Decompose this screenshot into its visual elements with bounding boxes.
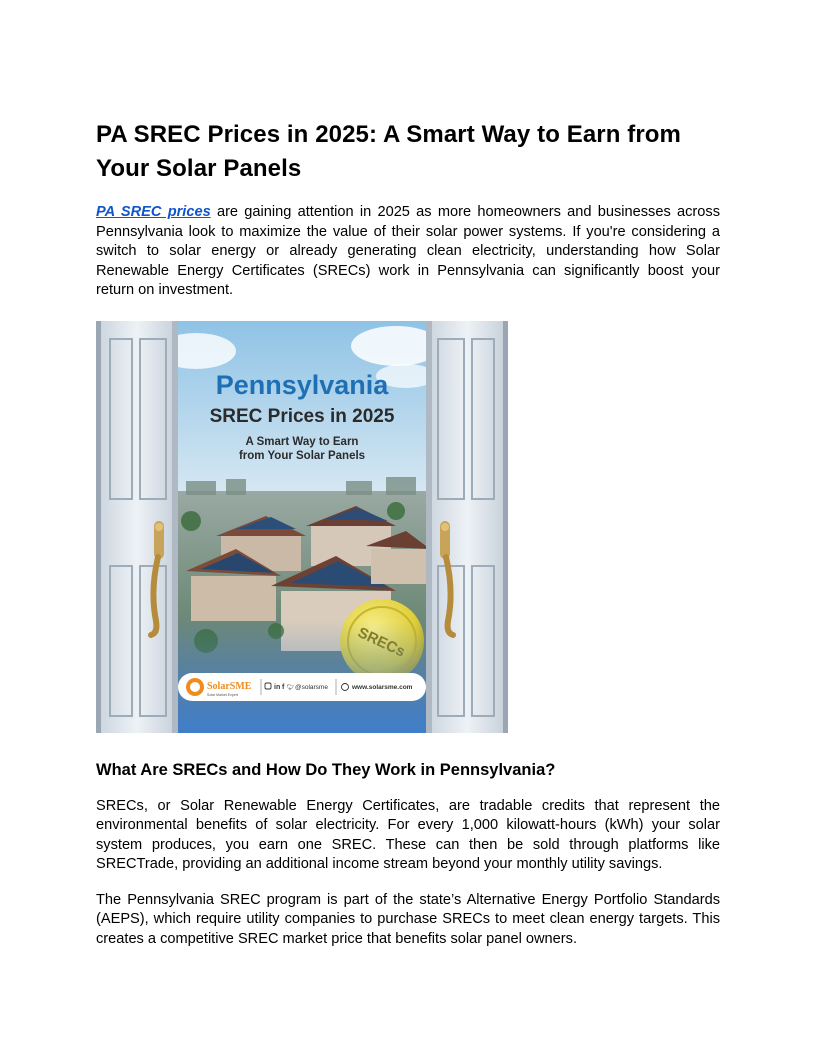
brand-bar — [178, 673, 426, 701]
document-page — [96, 118, 720, 949]
paragraph-pa-program: The Pennsylvania SREC program is part of the state’s Alternative Energy Portfolio Standards (AEPS), which require utility companies to purchase SRECs to meet clean energy targets. This creates a competitive SREC market price that benefits solar panel owners. — [96, 891, 720, 947]
subheadline-1: A Smart Way to Earn — [245, 435, 359, 448]
headline-pennsylvania: Pennsylvania — [215, 369, 389, 400]
subheadline-2: from Your Solar Panels — [238, 449, 366, 462]
headline-srec-prices: SREC Prices in 2025 — [209, 405, 395, 427]
section-heading: What Are SRECs and How Do They Work in Pennsylvania? — [96, 760, 556, 779]
intro-text: are gaining attention in 2025 as more homeowners and businesses across Pennsylvania look to maximize the value of their solar power systems. If you're considering a switch to solar energy or already generating clean electricity, understanding how Solar Renewable Energy Certificates (SRECs) work in Pennsylvania can significantly boost your return on investment. — [96, 204, 720, 298]
paragraph-srecs-explained: SRECs, or Solar Renewable Energy Certificates, are tradable credits that represent the environmental benefits of solar electricity. For every 1,000 kilowatt-hours (kWh) your solar system produces, you earn one SREC. These can then be sold through platforms like SRECTrade, providing an additional income stream beyond your monthly utility savings. — [96, 797, 720, 872]
right-door — [426, 321, 508, 733]
svg-text:in: in — [274, 683, 281, 691]
svg-text:🐦︎: 🐦︎ — [287, 683, 295, 691]
social-handle: @solarsme — [295, 683, 328, 691]
brand-name: SolarSME — [207, 680, 252, 692]
pa-srec-prices-link[interactable]: PA SREC prices — [96, 204, 211, 220]
hero-image — [96, 321, 508, 733]
svg-text:f: f — [282, 683, 285, 691]
article-title: PA SREC Prices in 2025: A Smart Way to Earn from Your Solar Panels — [96, 121, 681, 182]
brand-tagline: Solar Market Expert — [207, 692, 238, 697]
website: www.solarsme.com — [352, 683, 413, 691]
intro-paragraph — [96, 203, 720, 301]
left-door — [96, 321, 178, 733]
